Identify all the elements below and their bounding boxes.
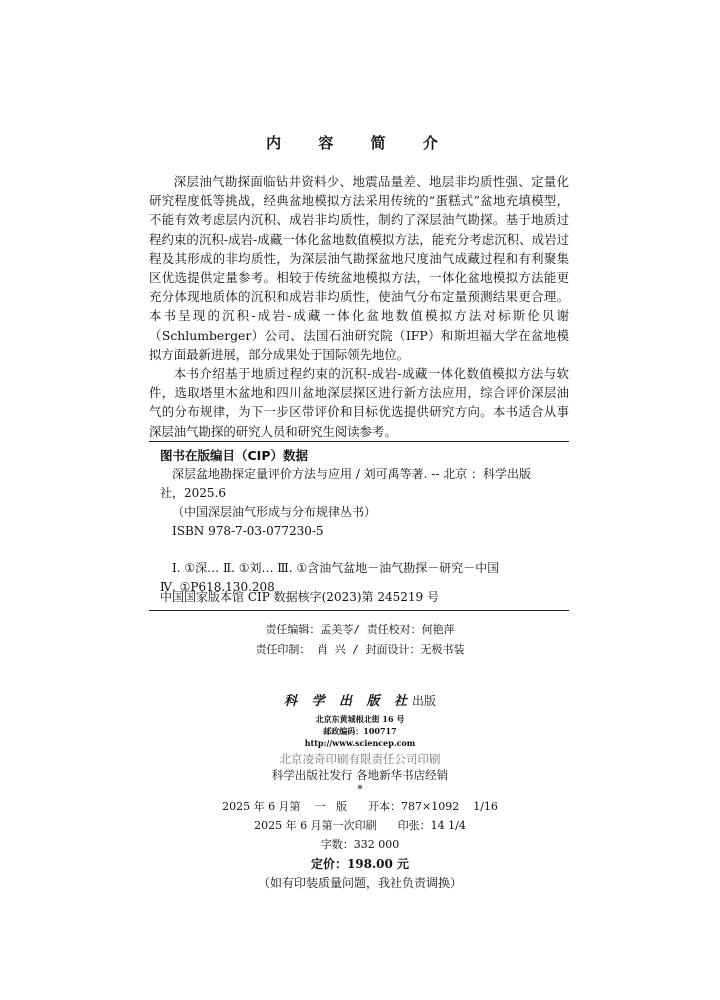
publisher-block xyxy=(0,690,720,892)
abstract xyxy=(149,172,569,441)
publisher-postcode: 邮政编码：100717 xyxy=(323,726,397,736)
abstract-paragraph-1: 深层油气勘探面临钻井资料少、地震品量差、地层非均质性强、定量化研究程度低等挑战，经典盆地模拟方法采用传统的“蛋糕式”盆地充填模型，不能有效考虑层内沉积、成岩非均质性，制约了深层油气勘探。基于地质过程约束的沉积-成岩-成藏一体化盆地数值模拟方法，能充分考虑沉积、成岩过程及其形成的非均质性，为深层油气勘探盆地尺度油气成藏过程和有利聚集区优选提供定量参考。相较于传统盆地模拟方法，一体化盆地模拟方法能更充分体现地质体的沉积和成岩非均质性，使油气分布定量预测结果更合理。本书呈现的沉积-成岩-成藏一体化盆地数值模拟方法对标斯伦贝谢（Schlumberger）公司、法国石油研究院（IFP）和斯坦福大学在盆地模拟方面最新进展，部分成果处于国际领先地位。 xyxy=(149,174,569,362)
cip-classification-2: Ⅳ. ①P618.130.208 xyxy=(160,580,275,594)
quality-note: （如有印装质量问题，我社负责调换） xyxy=(257,876,462,890)
cip-line-2: 社，2025.6 xyxy=(160,486,226,500)
cip-top-rule xyxy=(149,441,569,442)
cip-line-3: （中国深层油气形成与分布规律丛书） xyxy=(172,505,377,519)
editors-line-2: 责任印制： 肖 兴 / 封面设计：无极书装 xyxy=(255,643,465,656)
publisher-url: http://www.sciencep.com xyxy=(304,738,416,748)
abstract-paragraph-2: 本书介绍基于地质过程约束的沉积-成岩-成藏一体化数值模拟方法与软件，选取塔里木盆地和四川盆地深层探区进行新方法应用，综合评价深层油气的分布规律，为下一步区带评价和目标优选提供研究方向。本书适合从事深层油气勘探的研究人员和研究生阅读参考。 xyxy=(149,366,569,439)
cip-block xyxy=(160,446,565,597)
cip-isbn: ISBN 978-7-03-077230-5 xyxy=(172,524,324,538)
editors-block xyxy=(0,620,720,660)
printer: 北京凌奇印刷有限责任公司印刷 xyxy=(279,752,441,766)
cip-classification-1: Ⅰ. ①深… Ⅱ. ①刘… Ⅲ. ①含油气盆地－油气勘探－研究－中国 xyxy=(172,561,500,575)
separator-star: * xyxy=(357,783,363,796)
distribution: 科学出版社发行 各地新华书店经销 xyxy=(271,768,449,782)
publisher-suffix: 出版 xyxy=(412,694,437,708)
cip-bottom-rule xyxy=(149,610,569,611)
editors-line-1: 责任编辑：孟美苓/ 责任校对：何艳萍 xyxy=(265,623,455,636)
price: 定价：198.00 元 xyxy=(310,857,410,871)
publisher-name xyxy=(0,690,720,709)
publisher-address: 北京东黄城根北街 16 号 xyxy=(315,714,405,724)
page-title: 内 容 简 介 xyxy=(266,134,454,152)
publisher-logo-text: 科 学 出 版 社 xyxy=(283,694,413,709)
edition-info: 2025 年 6 月第 一 版 开本：787×1092 1/16 xyxy=(222,800,498,813)
word-count: 字数：332 000 xyxy=(320,838,400,851)
cip-line-1: 深层盆地勘探定量评价方法与应用 / 刘可禹等著. -- 北京 ：科学出版 xyxy=(172,467,532,481)
cip-heading: 图书在版编目（CIP）数据 xyxy=(160,448,308,463)
printing-info: 2025 年 6 月第一次印刷 印张：14 1/4 xyxy=(254,819,466,832)
cip-number: 中国国家版本馆 CIP 数据核字(2023)第 245219 号 xyxy=(160,590,439,604)
